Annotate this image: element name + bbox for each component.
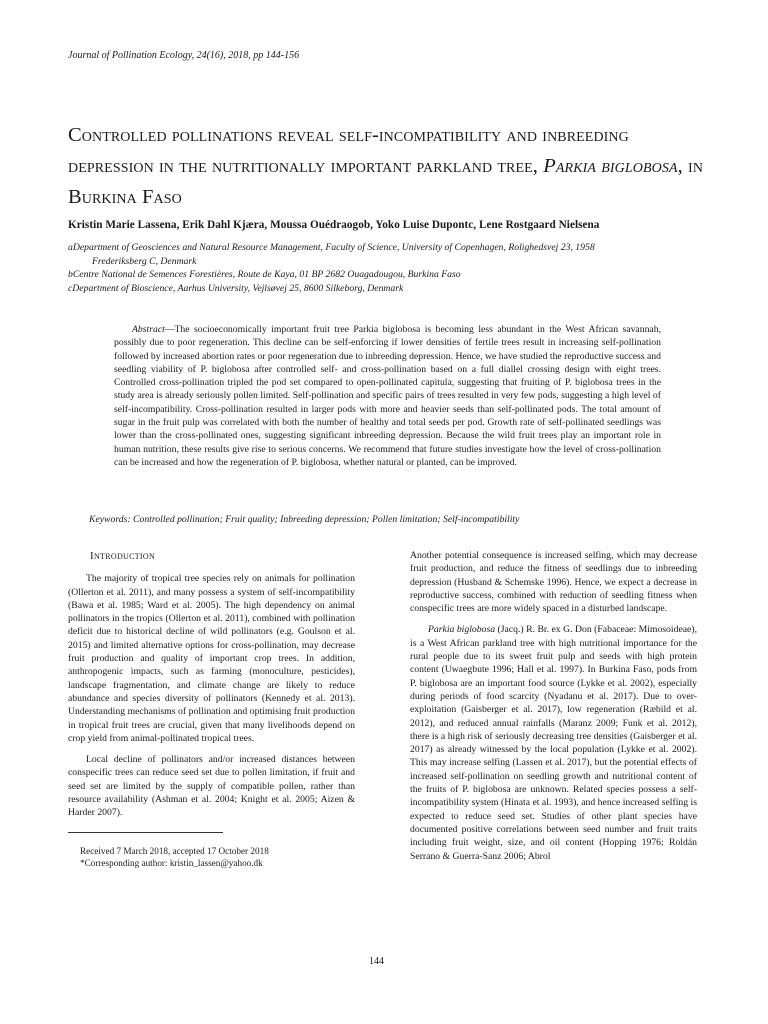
abstract-label: Abstract (132, 324, 165, 335)
intro-paragraph-2: Local decline of pollinators and/or increased distances between conspecific trees can reduce seed set due to pollen limitation, if fruit and seed set are limited by the supply of compatible pollen, rather than resource availability (Ashman et al. 2004; Knight et al. 2005; Aizen & Harder 2007). (68, 754, 355, 819)
journal-citation: Journal of Pollination Ecology, 24(16), 2018, pp 144-156 (68, 50, 300, 61)
page-number: 144 (369, 956, 384, 967)
affiliation-b: bCentre National de Semences Forestières, Route de Kaya, 01 BP 2682 Ouagadougou, Burkina Faso (68, 269, 461, 280)
paper-title (68, 120, 708, 213)
right-paragraph-1: Another potential consequence is increased selfing, which may decrease fruit production, and reduce the fitness of seedlings due to inbreeding depression (Husband & Schemske 1996). Hence, we expect a decrease in reproductive success, combined with reduction of seedling fitness when conspecific trees are more widely spaced in a disturbed landscape. (410, 550, 697, 615)
intro-paragraph-1: The majority of tropical tree species rely on animals for pollination (Ollerton et al. 2011), and many possess a system of self-incompatibility (Bawa et al. 1985; Ward et al. 2005). The high dependency on animal pollinators in the tropics (Ollerton et al. 2011), combined with pollination deficit due to historical decline of wild pollinators (e.g. Goulson et al. 2015) and limited alternative options for cross-pollination, may decrease fruit production and quality of important crop trees. In addition, anthropogenic impacts, such as farming (monoculture, pesticides), landscape fragmentation, and climate change are likely to reduce abundance and species diversity of pollinators (Kennedy et al. 2013). Understanding mechanisms of pollination and optimising fruit production in tropical fruit trees are crucial, given that many livelihoods depend on crop yield from animal-pollinated tropical trees. (68, 573, 355, 744)
footnotes (68, 845, 355, 870)
abstract (114, 323, 661, 469)
title-species: Parkia biglobosa (543, 155, 678, 177)
affiliation-a-cont: Frederiksberg C, Denmark (92, 255, 197, 267)
right-paragraph-2 (410, 623, 697, 862)
species-name: Parkia biglobosa (428, 624, 496, 636)
abstract-text: —The socioeconomically important fruit tree Parkia biglobosa is becoming less abundant in the West African savannah, possibly due to poor regeneration. This decline can be self-enforcing if lower densities of fertile trees result in increasing self-pollination followed by increased abortion rates or poor regeneration due to inbreeding depression. Hence, we have studied the reproductive success and seedling viability of P. biglobosa after controlled self- and cross-pollination based on a full diallel crossing design with eight trees. Controlled cross-pollination tripled the pod set compared to open-pollinated capitula, suggesting that fruiting of P. biglobosa trees in the study area is already seriously pollen limited. Self-pollination and specific pairs of trees resulted in very few pods, suggesting a high level of self-incompatibility. Cross-pollination resulted in larger pods with more and heavier seeds than self-pollinated pods. The total amount of sugar in the fruit pulp was correlated with both the number of healthy and total seeds per pod. Growth rate of self-pollinated seedlings was lower than the cross-pollinated ones, suggesting significant inbreeding depression. Because the wild fruit trees play an important role in human nutrition, these results give rise to serious concerns. We recommend that future studies investigate how the level of cross-pollination can be increased and how the regeneration of P. biglobosa, whether natural or planted, can be improved. (114, 324, 661, 468)
keywords: Keywords: Controlled pollination; Fruit quality; Inbreeding depression; Pollen limitation; Self-incompatibility (89, 514, 520, 525)
right-column (410, 549, 697, 871)
footnote-divider (68, 832, 223, 833)
title-part2: , in Burkina Faso (68, 155, 704, 208)
right-paragraph-2-text: (Jacq.) R. Br. ex G. Don (Fabaceae: Mimosoideae), is a West African parkland tree with high nutritional importance for the rural people due to its sweet fruit pulp and seeds with high protein content (Uwaegbute 1996; Hall et al. 1997). In Burkina Faso, pods from P. biglobosa are an important food source (Lykke et al. 2002), especially during periods of food scarcity (Nyadanu et al. 2017). Due to over-exploitation (Gaisberger et al. 2017), low regeneration (Ræbild et al. 2012), and reduced annual rainfalls (Maranz 2009; Funk et al. 2012), there is a high risk of seriously decreasing tree densities (Gaisberger et al. 2017) as already witnessed by the local population (Lykke et al. 2002). This may increase selfing (Lassen et al. 2017), but the potential effects of increased self-pollination on seedling growth and nutritional content of the fruits of P. biglobosa are unknown. Related species possess a self-incompatibility system (Hinata et al. 1993), and hence increased selfing is expected to reduce seed set. Studies of other plant species have documented positive correlations between seed number and fruit traits including fruit weight, size, and oil content (Hopping 1976; Roldán Serrano & Guerra-Sanz 2006; Abrol (410, 624, 697, 862)
affiliations (68, 241, 708, 295)
author-list: Kristin Marie Lassena, Erik Dahl Kjæra, Moussa Ouédraogob, Yoko Luise Dupontc, Lene Rostgaard Nielsena (68, 219, 600, 231)
affiliation-a: aDepartment of Geosciences and Natural Resource Management, Faculty of Science, University of Copenhagen, Rolighedsvej 23, 1958 (68, 242, 595, 253)
section-heading-introduction: Introduction (90, 550, 156, 562)
affiliation-c: cDepartment of Bioscience, Aarhus University, Vejlsøvej 25, 8600 Silkeborg, Denmark (68, 282, 404, 294)
received-note: Received 7 March 2018, accepted 17 October 2018 (80, 845, 269, 856)
left-column (68, 550, 355, 870)
title-part1: Controlled pollinations reveal self-incompatibility and inbreeding depression in the nutritionally important parkland tree, (68, 124, 629, 177)
corresponding-author-note: *Corresponding author: kristin_lassen@yahoo.dk (80, 858, 263, 869)
